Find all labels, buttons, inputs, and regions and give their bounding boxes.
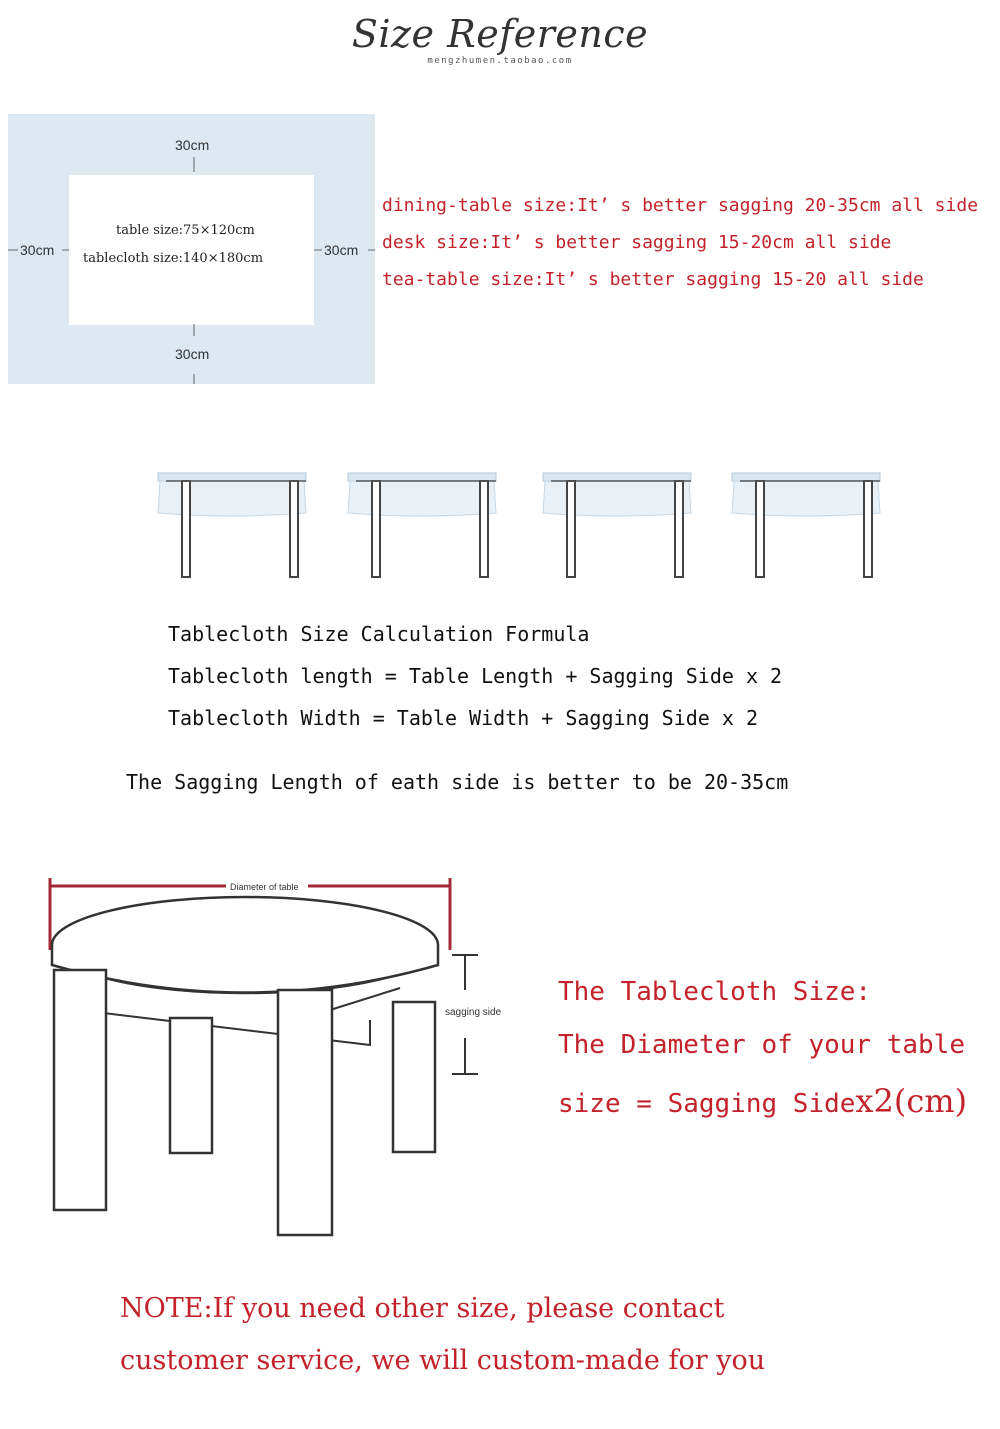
left-margin-label: 30cm [20, 242, 55, 258]
tea-table-guide: tea-table size:It’ s better sagging 15-20 all side [382, 269, 924, 290]
formula-width: Tablecloth Width = Table Width + Sagging Side x 2 [168, 706, 759, 730]
table-illustrations [150, 465, 900, 590]
desk-guide: desk size:It’ s better sagging 15-20cm all side [382, 232, 892, 253]
tablecloth-size-label: tablecloth size:140×180cm [83, 251, 264, 266]
formula-heading: Tablecloth Size Calculation Formula [168, 622, 590, 646]
sagging-recommendation: The Sagging Length of eath side is better to be 20-35cm [126, 770, 789, 794]
note-line-2: customer service, we will custom-made for you [120, 1345, 766, 1376]
round-size-formula-prefix: size = Sagging Side [558, 1089, 856, 1119]
right-margin-label: 30cm [324, 242, 359, 258]
round-size-formula-suffix: x2(cm) [855, 1082, 968, 1120]
table-illustration-1 [158, 473, 306, 577]
shop-url: mengzhumen.taobao.com [427, 56, 573, 66]
sagging-side-label: sagging side [445, 1007, 502, 1018]
top-margin-label: 30cm [175, 137, 210, 153]
bottom-margin-label: 30cm [175, 346, 210, 362]
table-illustration-2 [348, 473, 496, 577]
table-illustration-3 [543, 473, 691, 577]
diameter-label: Diameter of table [230, 882, 299, 892]
round-size-diameter: The Diameter of your table [558, 1030, 965, 1060]
table-illustration-4 [732, 473, 880, 577]
note-line-1: NOTE:If you need other size, please contact [120, 1293, 725, 1324]
round-size-formula [558, 1082, 967, 1120]
round-table-illustration [40, 870, 530, 1240]
dining-table-guide: dining-table size:It’ s better sagging 20-35cm all side [382, 195, 979, 216]
formula-length: Tablecloth length = Table Length + Sagging Side x 2 [168, 664, 783, 688]
table-size-label: table size:75×120cm [116, 223, 255, 238]
page-title: Size Reference [351, 12, 649, 56]
dimension-ticks [0, 0, 400, 400]
round-size-heading: The Tablecloth Size: [558, 977, 872, 1007]
